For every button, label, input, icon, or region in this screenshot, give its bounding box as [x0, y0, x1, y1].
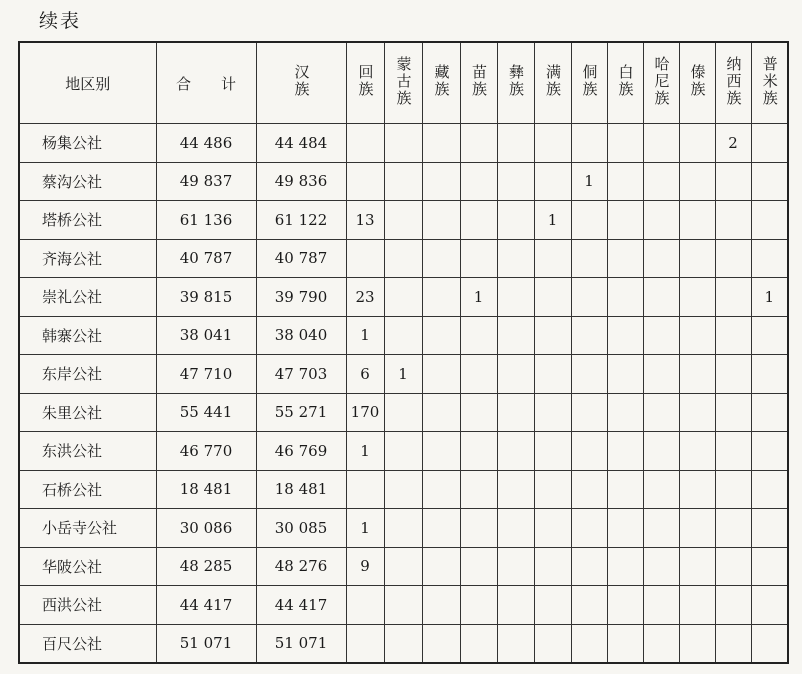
ethnic-count-cell [607, 586, 643, 625]
table-row [19, 201, 788, 240]
ethnic-count-cell [534, 316, 571, 355]
ethnic-count-cell [460, 432, 497, 471]
ethnic-count-cell [422, 239, 460, 278]
ethnic-count-cell [643, 201, 679, 240]
header-ethnic: 藏族 [422, 42, 460, 124]
ethnic-count-cell [534, 509, 571, 548]
han-cell: 61 122 [256, 201, 346, 240]
ethnic-count-cell [643, 586, 679, 625]
ethnic-count-cell [571, 278, 607, 317]
ethnic-count-cell [571, 316, 607, 355]
ethnic-count-cell [460, 201, 497, 240]
ethnic-count-cell [460, 470, 497, 509]
total-cell: 49 837 [156, 162, 256, 201]
region-name-cell: 小岳寺公社 [19, 509, 156, 548]
ethnic-count-cell [422, 162, 460, 201]
total-cell: 18 481 [156, 470, 256, 509]
ethnic-count-cell [460, 586, 497, 625]
ethnic-count-cell [571, 624, 607, 663]
ethnic-count-cell [751, 162, 788, 201]
total-cell: 46 770 [156, 432, 256, 471]
header-ethnic: 满族 [534, 42, 571, 124]
ethnic-count-cell [607, 432, 643, 471]
total-cell: 48 285 [156, 547, 256, 586]
ethnic-count-cell [460, 547, 497, 586]
region-name-cell: 西洪公社 [19, 586, 156, 625]
header-ethnic: 哈尼族 [643, 42, 679, 124]
ethnic-count-cell [679, 239, 715, 278]
ethnic-count-cell [422, 201, 460, 240]
ethnic-count-cell [422, 124, 460, 163]
han-cell: 51 071 [256, 624, 346, 663]
ethnic-count-cell [497, 162, 534, 201]
ethnic-count-cell [422, 547, 460, 586]
ethnic-count-cell [679, 162, 715, 201]
ethnic-count-cell [534, 547, 571, 586]
ethnic-count-cell: 13 [346, 201, 384, 240]
ethnic-count-cell [571, 124, 607, 163]
header-ethnic: 蒙古族 [384, 42, 422, 124]
ethnic-count-cell [715, 201, 751, 240]
ethnic-count-cell [571, 547, 607, 586]
ethnic-count-cell [384, 432, 422, 471]
total-cell: 30 086 [156, 509, 256, 548]
total-cell: 61 136 [156, 201, 256, 240]
ethnic-count-cell: 1 [346, 316, 384, 355]
ethnic-count-cell [460, 624, 497, 663]
ethnic-count-cell [497, 124, 534, 163]
table-row [19, 509, 788, 548]
ethnic-count-cell [497, 355, 534, 394]
ethnic-count-cell [384, 316, 422, 355]
table-row [19, 355, 788, 394]
ethnic-count-cell [534, 393, 571, 432]
ethnic-count-cell: 1 [346, 432, 384, 471]
ethnic-count-cell [643, 624, 679, 663]
total-cell: 44 486 [156, 124, 256, 163]
header-ethnic: 傣族 [679, 42, 715, 124]
ethnic-count-cell [571, 509, 607, 548]
ethnic-count-cell [751, 393, 788, 432]
ethnic-count-cell [715, 624, 751, 663]
table-row [19, 393, 788, 432]
ethnic-count-cell [751, 547, 788, 586]
ethnic-count-cell [534, 470, 571, 509]
region-name-cell: 塔桥公社 [19, 201, 156, 240]
ethnic-count-cell [497, 393, 534, 432]
han-cell: 39 790 [256, 278, 346, 317]
ethnic-count-cell: 1 [571, 162, 607, 201]
ethnic-count-cell [715, 547, 751, 586]
ethnic-count-cell [534, 624, 571, 663]
header-row [19, 42, 788, 124]
han-cell: 44 417 [256, 586, 346, 625]
header-region: 地区别 [19, 42, 156, 124]
ethnic-count-cell [607, 239, 643, 278]
ethnic-count-cell [751, 239, 788, 278]
ethnic-count-cell: 1 [460, 278, 497, 317]
ethnic-count-cell [384, 624, 422, 663]
table-row [19, 547, 788, 586]
ethnic-count-cell [751, 432, 788, 471]
ethnic-count-cell [346, 624, 384, 663]
region-name-cell: 杨集公社 [19, 124, 156, 163]
header-ethnic: 白族 [607, 42, 643, 124]
ethnic-count-cell [679, 509, 715, 548]
total-cell: 44 417 [156, 586, 256, 625]
ethnic-count-cell [422, 470, 460, 509]
ethnic-count-cell [607, 124, 643, 163]
han-cell: 44 484 [256, 124, 346, 163]
region-name-cell: 崇礼公社 [19, 278, 156, 317]
ethnic-count-cell [715, 316, 751, 355]
ethnic-count-cell [422, 586, 460, 625]
ethnic-count-cell [346, 239, 384, 278]
ethnic-count-cell [534, 586, 571, 625]
ethnic-count-cell [422, 624, 460, 663]
ethnic-count-cell [497, 432, 534, 471]
ethnic-count-cell [422, 278, 460, 317]
ethnic-count-cell [346, 162, 384, 201]
ethnic-count-cell [643, 162, 679, 201]
population-table [18, 41, 789, 664]
table-row [19, 432, 788, 471]
table-row [19, 586, 788, 625]
han-cell: 38 040 [256, 316, 346, 355]
ethnic-count-cell [346, 586, 384, 625]
ethnic-count-cell [384, 470, 422, 509]
ethnic-count-cell [679, 316, 715, 355]
total-cell: 47 710 [156, 355, 256, 394]
ethnic-count-cell [751, 509, 788, 548]
region-name-cell: 蔡沟公社 [19, 162, 156, 201]
han-cell: 46 769 [256, 432, 346, 471]
ethnic-count-cell [679, 393, 715, 432]
ethnic-count-cell [422, 355, 460, 394]
ethnic-count-cell [607, 393, 643, 432]
table-row [19, 124, 788, 163]
ethnic-count-cell [607, 162, 643, 201]
header-ethnic: 回族 [346, 42, 384, 124]
ethnic-count-cell [715, 278, 751, 317]
region-name-cell: 齐海公社 [19, 239, 156, 278]
ethnic-count-cell [607, 547, 643, 586]
ethnic-count-cell [679, 432, 715, 471]
ethnic-count-cell [534, 355, 571, 394]
ethnic-count-cell: 1 [751, 278, 788, 317]
ethnic-count-cell [643, 393, 679, 432]
han-cell: 47 703 [256, 355, 346, 394]
ethnic-count-cell [679, 547, 715, 586]
ethnic-count-cell [384, 393, 422, 432]
ethnic-count-cell: 170 [346, 393, 384, 432]
ethnic-count-cell [751, 201, 788, 240]
region-name-cell: 石桥公社 [19, 470, 156, 509]
ethnic-count-cell [497, 470, 534, 509]
ethnic-count-cell [607, 509, 643, 548]
ethnic-count-cell [751, 624, 788, 663]
ethnic-count-cell [384, 586, 422, 625]
ethnic-count-cell [571, 470, 607, 509]
ethnic-count-cell [497, 624, 534, 663]
ethnic-count-cell [715, 470, 751, 509]
ethnic-count-cell [571, 432, 607, 471]
ethnic-count-cell [534, 124, 571, 163]
ethnic-count-cell: 1 [534, 201, 571, 240]
table-caption: 续表 [39, 10, 82, 32]
table-row [19, 162, 788, 201]
ethnic-count-cell [607, 470, 643, 509]
ethnic-count-cell [751, 124, 788, 163]
table-row [19, 470, 788, 509]
ethnic-count-cell [715, 393, 751, 432]
ethnic-count-cell [643, 547, 679, 586]
ethnic-count-cell [715, 432, 751, 471]
ethnic-count-cell [679, 470, 715, 509]
ethnic-count-cell [679, 355, 715, 394]
ethnic-count-cell [607, 278, 643, 317]
ethnic-count-cell [422, 509, 460, 548]
total-cell: 51 071 [156, 624, 256, 663]
ethnic-count-cell [384, 239, 422, 278]
ethnic-count-cell [751, 316, 788, 355]
ethnic-count-cell [751, 586, 788, 625]
region-name-cell: 百尺公社 [19, 624, 156, 663]
header-ethnic: 彝族 [497, 42, 534, 124]
ethnic-count-cell [679, 624, 715, 663]
total-cell: 40 787 [156, 239, 256, 278]
ethnic-count-cell [751, 470, 788, 509]
ethnic-count-cell: 1 [346, 509, 384, 548]
ethnic-count-cell [384, 547, 422, 586]
ethnic-count-cell [751, 355, 788, 394]
han-cell: 18 481 [256, 470, 346, 509]
ethnic-count-cell [346, 124, 384, 163]
table-row [19, 316, 788, 355]
header-total: 合 计 [156, 42, 256, 124]
ethnic-count-cell [715, 586, 751, 625]
header-ethnic: 普米族 [751, 42, 788, 124]
ethnic-count-cell [679, 201, 715, 240]
han-cell: 30 085 [256, 509, 346, 548]
ethnic-count-cell [534, 278, 571, 317]
ethnic-count-cell [643, 355, 679, 394]
ethnic-count-cell [571, 393, 607, 432]
ethnic-count-cell [571, 355, 607, 394]
ethnic-count-cell: 9 [346, 547, 384, 586]
han-cell: 49 836 [256, 162, 346, 201]
ethnic-count-cell [497, 278, 534, 317]
ethnic-count-cell [643, 278, 679, 317]
ethnic-count-cell [715, 355, 751, 394]
ethnic-count-cell [571, 201, 607, 240]
header-ethnic: 苗族 [460, 42, 497, 124]
header-ethnic: 纳西族 [715, 42, 751, 124]
total-cell: 55 441 [156, 393, 256, 432]
ethnic-count-cell [643, 432, 679, 471]
ethnic-count-cell [715, 162, 751, 201]
ethnic-count-cell [497, 547, 534, 586]
region-name-cell: 朱里公社 [19, 393, 156, 432]
ethnic-count-cell [497, 316, 534, 355]
table-row [19, 624, 788, 663]
ethnic-count-cell [422, 393, 460, 432]
header-ethnic: 侗族 [571, 42, 607, 124]
ethnic-count-cell [384, 278, 422, 317]
total-cell: 39 815 [156, 278, 256, 317]
ethnic-count-cell [679, 278, 715, 317]
table-body [19, 124, 788, 664]
ethnic-count-cell [497, 239, 534, 278]
ethnic-count-cell [460, 124, 497, 163]
table-row [19, 239, 788, 278]
ethnic-count-cell [460, 316, 497, 355]
region-name-cell: 东洪公社 [19, 432, 156, 471]
total-cell: 38 041 [156, 316, 256, 355]
ethnic-count-cell [643, 470, 679, 509]
ethnic-count-cell [534, 239, 571, 278]
ethnic-count-cell [607, 316, 643, 355]
ethnic-count-cell [384, 509, 422, 548]
ethnic-count-cell [384, 162, 422, 201]
ethnic-count-cell [384, 201, 422, 240]
ethnic-count-cell: 6 [346, 355, 384, 394]
ethnic-count-cell [643, 239, 679, 278]
ethnic-count-cell [679, 124, 715, 163]
region-name-cell: 华陂公社 [19, 547, 156, 586]
ethnic-count-cell [346, 470, 384, 509]
ethnic-count-cell [460, 162, 497, 201]
ethnic-count-cell [643, 316, 679, 355]
region-name-cell: 韩寨公社 [19, 316, 156, 355]
ethnic-count-cell [460, 393, 497, 432]
ethnic-count-cell: 1 [384, 355, 422, 394]
ethnic-count-cell [497, 586, 534, 625]
ethnic-count-cell [497, 201, 534, 240]
header-han: 汉族 [256, 42, 346, 124]
ethnic-count-cell [460, 355, 497, 394]
ethnic-count-cell [422, 432, 460, 471]
ethnic-count-cell [571, 239, 607, 278]
ethnic-count-cell [384, 124, 422, 163]
table-row [19, 278, 788, 317]
ethnic-count-cell [715, 239, 751, 278]
han-cell: 48 276 [256, 547, 346, 586]
ethnic-count-cell [534, 162, 571, 201]
ethnic-count-cell [460, 509, 497, 548]
han-cell: 55 271 [256, 393, 346, 432]
region-name-cell: 东岸公社 [19, 355, 156, 394]
ethnic-count-cell [460, 239, 497, 278]
ethnic-count-cell [679, 586, 715, 625]
ethnic-count-cell [571, 586, 607, 625]
han-cell: 40 787 [256, 239, 346, 278]
ethnic-count-cell [643, 124, 679, 163]
ethnic-count-cell [607, 624, 643, 663]
ethnic-count-cell: 2 [715, 124, 751, 163]
ethnic-count-cell [643, 509, 679, 548]
ethnic-count-cell [497, 509, 534, 548]
ethnic-count-cell [607, 201, 643, 240]
ethnic-count-cell [534, 432, 571, 471]
ethnic-count-cell [422, 316, 460, 355]
ethnic-count-cell [607, 355, 643, 394]
ethnic-count-cell: 23 [346, 278, 384, 317]
ethnic-count-cell [715, 509, 751, 548]
